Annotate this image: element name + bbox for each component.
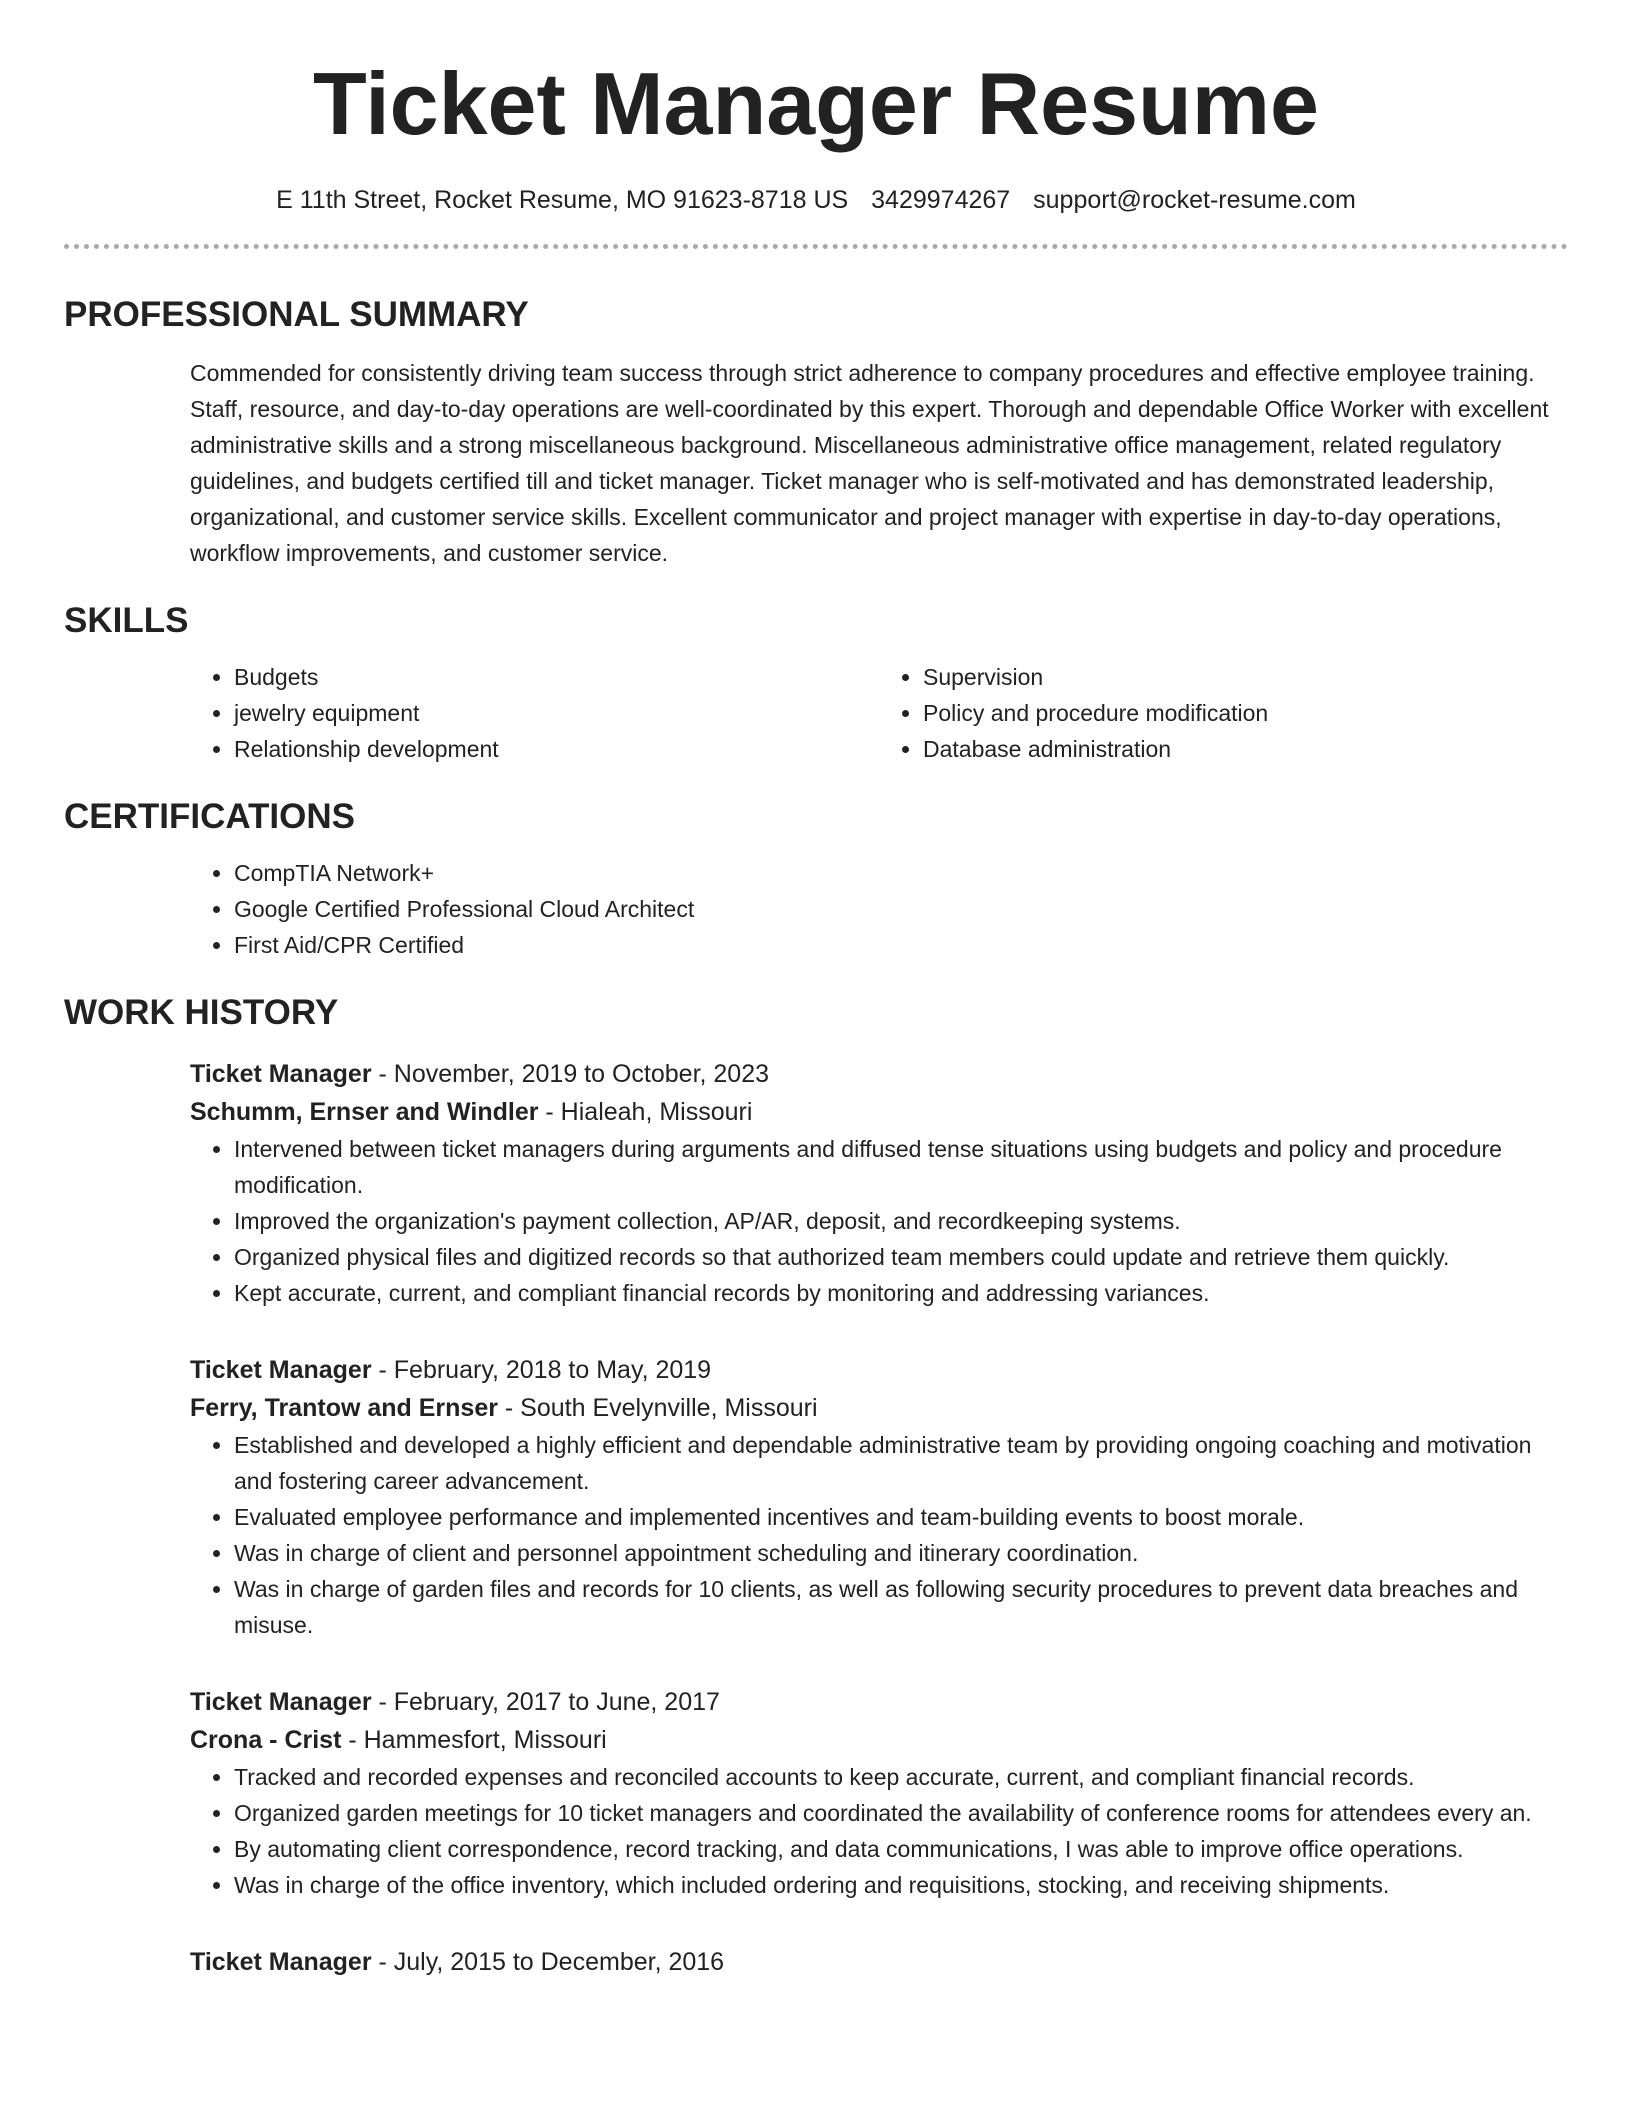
job-company-line <box>190 1721 1568 1759</box>
job-dates: - February, 2018 to May, 2019 <box>371 1356 712 1384</box>
job-role: Ticket Manager <box>190 1948 372 1976</box>
job-title-line <box>190 1683 1568 1721</box>
job-dates: - July, 2015 to December, 2016 <box>371 1948 725 1976</box>
job-bullet: • Organized physical files and digitized records so that authorized team members could update and retrieve them quickly. <box>234 1239 1568 1275</box>
job-bullet: • Was in charge of client and personnel appointment scheduling and itinerary coordination. <box>234 1535 1568 1571</box>
job-entry <box>190 1943 1568 1981</box>
job-bullet: • Tracked and recorded expenses and reconciled accounts to keep accurate, current, and compliant financial records. <box>234 1759 1568 1795</box>
job-bullet: • By automating client correspondence, record tracking, and data communications, I was able to improve office operations. <box>234 1831 1568 1867</box>
job-bullets <box>190 1131 1568 1311</box>
job-bullet: • Intervened between ticket managers during arguments and diffused tense situations using budgets and policy and procedure modification. <box>234 1131 1568 1203</box>
summary-text: Commended for consistently driving team success through strict adherence to company procedures and effective employee training. Staff, resource, and day-to-day operations are well-coordinated by this expert. Thorough and dependable Office Worker with excellent administrative skills and a strong miscellaneous background. Miscellaneous administrative office management, related regulatory guidelines, and budgets certified till and ticket manager. Ticket manager who is self-motivated and has demonstrated leadership, organizational, and customer service skills. Excellent communicator and project manager with expertise in day-to-day operations, workflow improvements, and customer service. <box>190 360 1549 566</box>
job-title-line <box>190 1055 1568 1093</box>
summary-heading: PROFESSIONAL SUMMARY <box>64 295 529 334</box>
skill-item: • Database administration <box>923 731 1568 767</box>
job-company: Schumm, Ernser and Windler <box>190 1098 539 1126</box>
skill-item: • jewelry equipment <box>234 695 879 731</box>
job-bullet: • Was in charge of the office inventory, which included ordering and requisitions, stocking, and receiving shipments. <box>234 1867 1568 1903</box>
job-bullet: • Was in charge of garden files and records for 10 clients, as well as following security procedures to prevent data breaches and misuse. <box>234 1571 1568 1643</box>
job-role: Ticket Manager <box>190 1060 372 1088</box>
certification-item: • CompTIA Network+ <box>234 855 1568 891</box>
job-bullet: • Organized garden meetings for 10 ticket managers and coordinated the availability of conference rooms for attendees every an. <box>234 1795 1568 1831</box>
job-bullets <box>190 1759 1568 1903</box>
job-entry <box>190 1055 1568 1311</box>
contact-address: E 11th Street, Rocket Resume, MO 91623-8718 US <box>276 186 849 214</box>
certification-item: • Google Certified Professional Cloud Architect <box>234 891 1568 927</box>
skills-heading: SKILLS <box>64 601 189 640</box>
contact-line <box>64 184 1568 216</box>
work-history-list <box>190 1055 1568 1981</box>
skills-list <box>190 659 1568 767</box>
certification-item: • First Aid/CPR Certified <box>234 927 1568 963</box>
job-location: - Hialeah, Missouri <box>538 1098 753 1126</box>
job-company: Crona - Crist <box>190 1726 342 1754</box>
job-role: Ticket Manager <box>190 1356 372 1384</box>
certifications-heading: CERTIFICATIONS <box>64 797 356 836</box>
skill-item: • Policy and procedure modification <box>923 695 1568 731</box>
work-history-heading: WORK HISTORY <box>64 993 339 1032</box>
job-bullets <box>190 1427 1568 1643</box>
job-bullet: • Evaluated employee performance and implemented incentives and team-building events to boost morale. <box>234 1499 1568 1535</box>
job-company: Ferry, Trantow and Ernser <box>190 1394 498 1422</box>
job-title-line <box>190 1351 1568 1389</box>
skill-item: • Supervision <box>923 659 1568 695</box>
job-location: - South Evelynville, Missouri <box>497 1394 818 1422</box>
job-company-line <box>190 1389 1568 1427</box>
job-bullet: • Kept accurate, current, and compliant financial records by monitoring and addressing variances. <box>234 1275 1568 1311</box>
skills-column-right <box>879 659 1568 767</box>
skill-item: • Budgets <box>234 659 879 695</box>
header-divider <box>64 244 1568 249</box>
job-role: Ticket Manager <box>190 1688 372 1716</box>
skills-column-left <box>190 659 879 767</box>
job-company-line <box>190 1093 1568 1131</box>
job-dates: - November, 2019 to October, 2023 <box>371 1060 770 1088</box>
certifications-list <box>190 855 1568 963</box>
resume-title: Ticket Manager Resume <box>313 54 1319 153</box>
job-entry <box>190 1683 1568 1903</box>
skill-item: • Relationship development <box>234 731 879 767</box>
job-dates: - February, 2017 to June, 2017 <box>371 1688 720 1716</box>
contact-phone: 3429974267 <box>871 186 1011 214</box>
job-title-line <box>190 1943 1568 1981</box>
job-bullet: • Established and developed a highly efficient and dependable administrative team by providing ongoing coaching and motivation and fostering career advancement. <box>234 1427 1568 1499</box>
job-location: - Hammesfort, Missouri <box>341 1726 607 1754</box>
job-bullet: • Improved the organization's payment collection, AP/AR, deposit, and recordkeeping systems. <box>234 1203 1568 1239</box>
job-entry <box>190 1351 1568 1643</box>
contact-email: support@rocket-resume.com <box>1033 186 1356 214</box>
